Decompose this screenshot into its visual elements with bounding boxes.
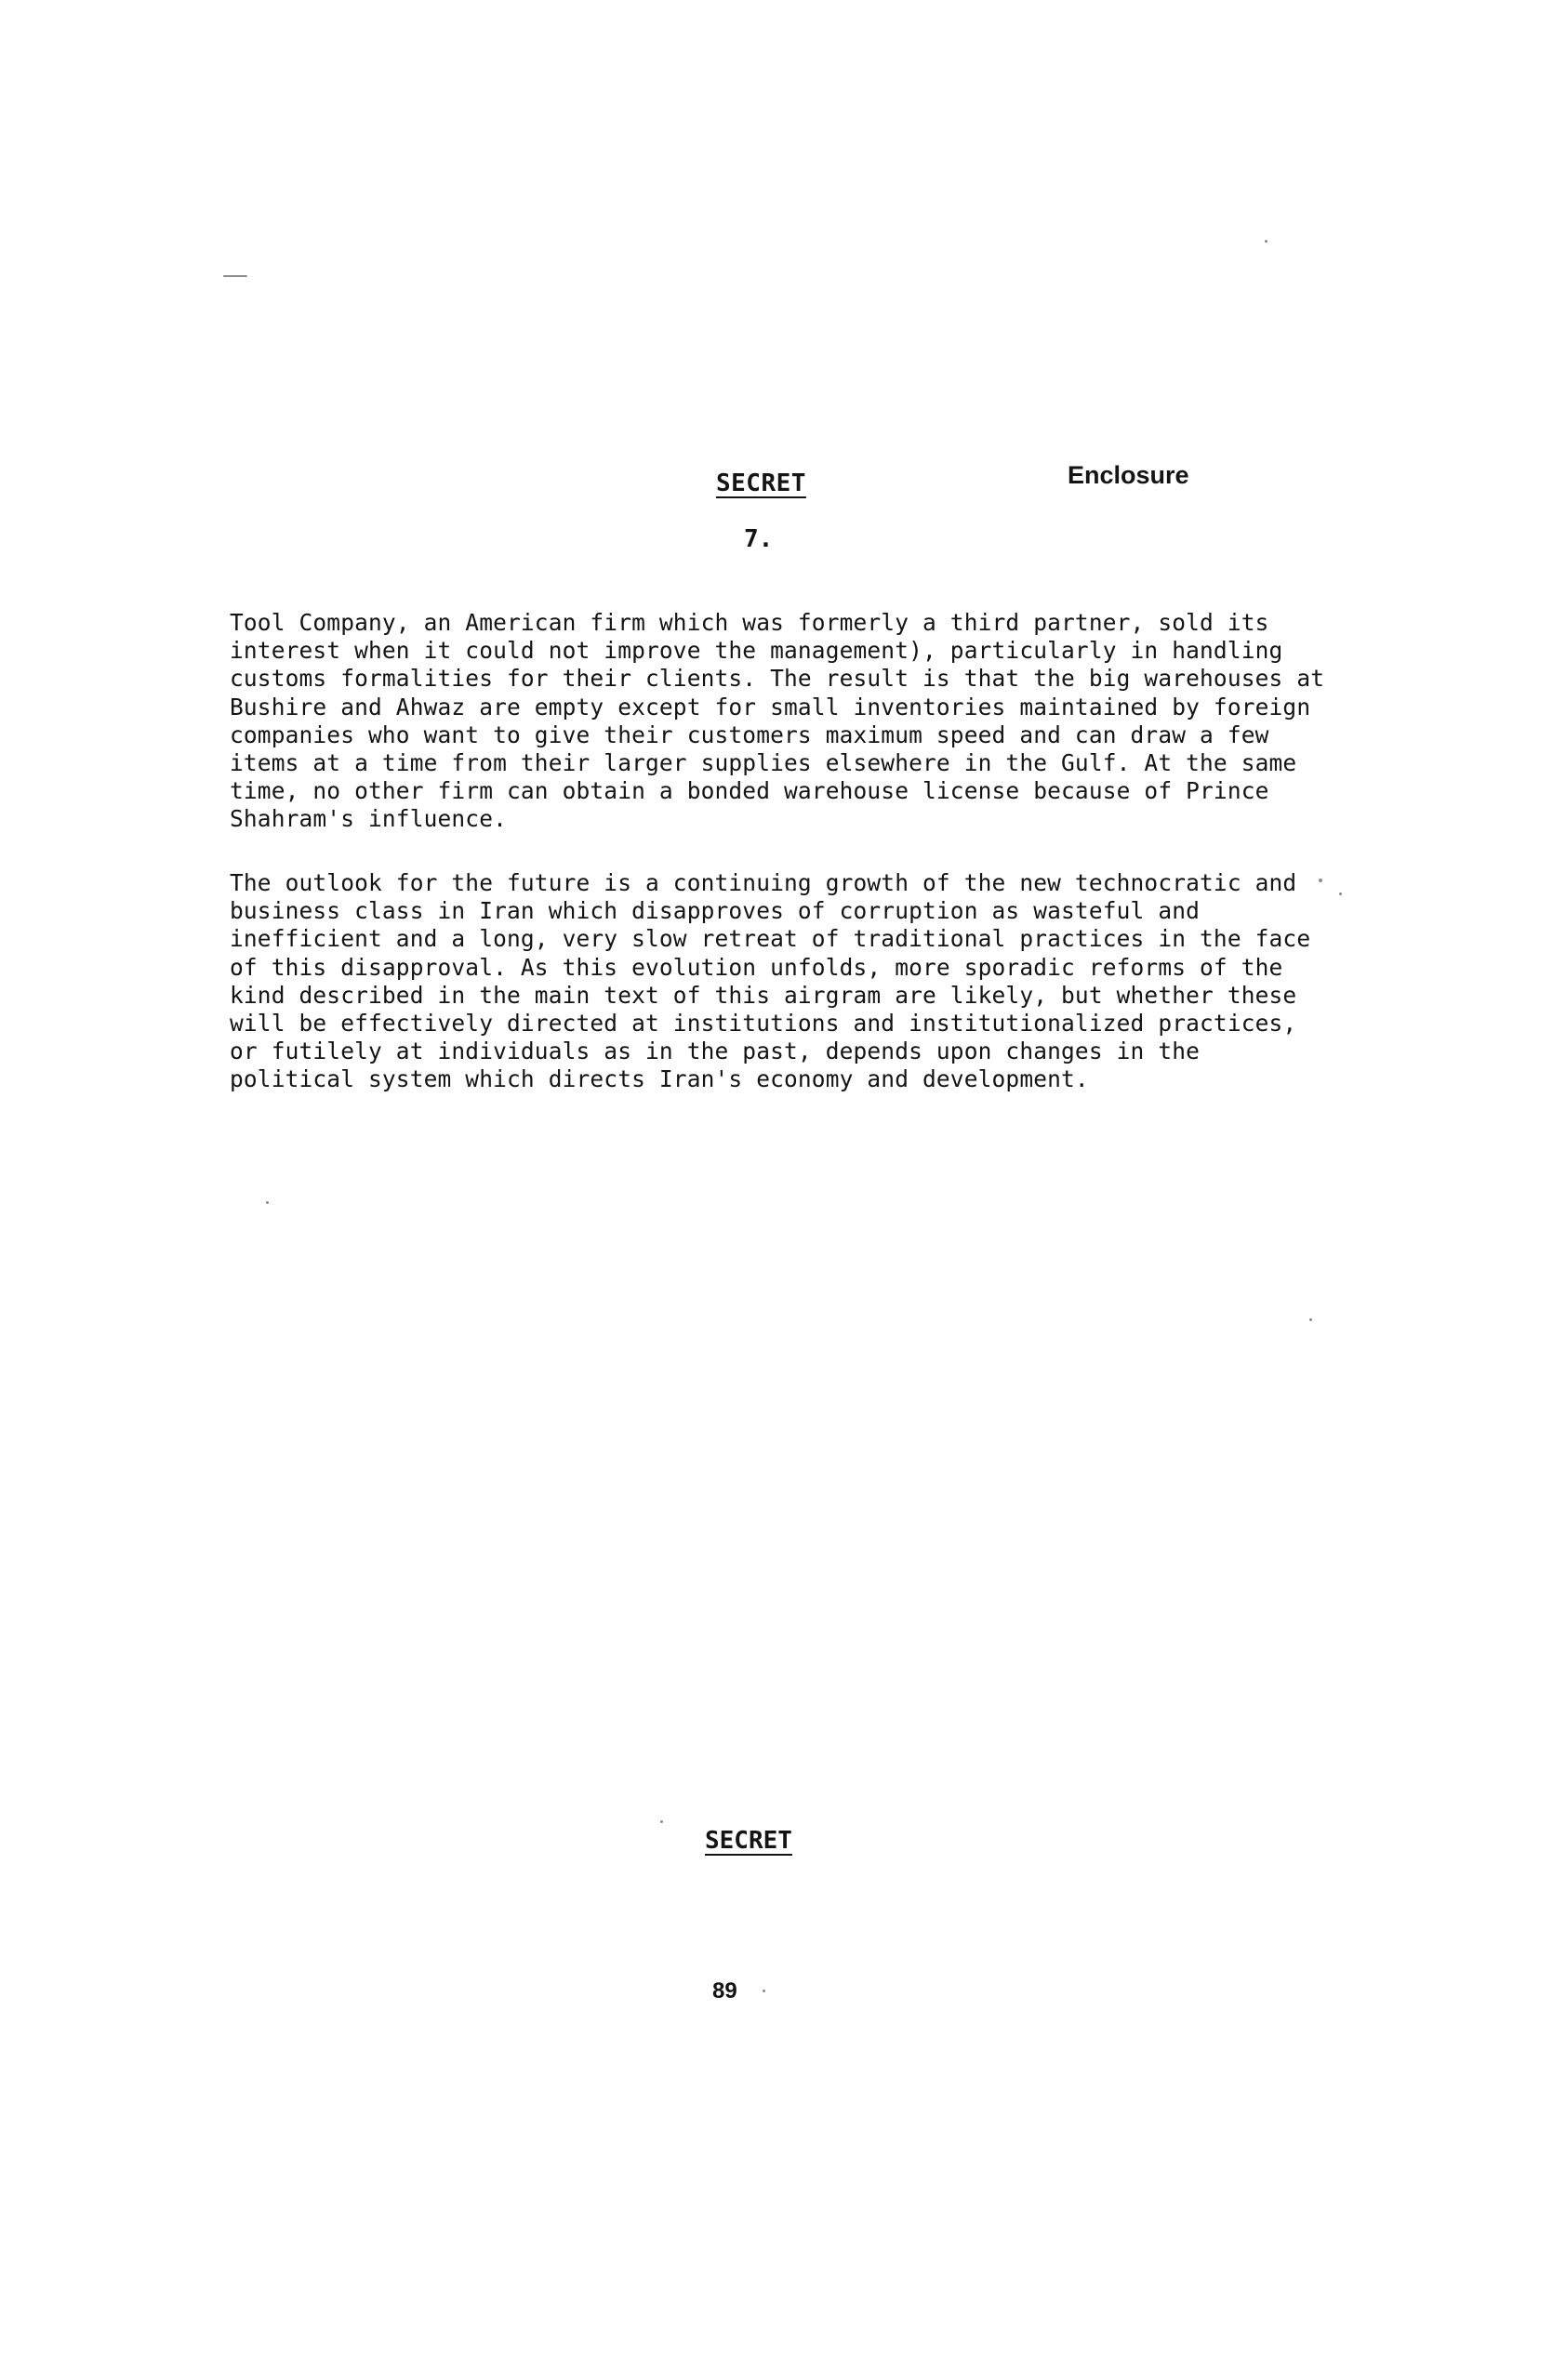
page-number: 89 — [712, 1978, 737, 2003]
scan-speck — [223, 275, 247, 277]
enclosure-label: Enclosure — [1068, 461, 1189, 489]
body-paragraph-1: Tool Company, an American firm which was formerly a third partner, sold its interest when it could not improve the management), particularly in handling customs formalities for their clients. The result is that the big warehouses at Bushire and Ahwaz are empty except for small inventories maintained by foreign companies who want to give their customers maximum speed and can draw a few items at a time from their larger supplies elsewhere in the Gulf. At the same time, no other firm can obtain a bonded warehouse license because of Prince Shahram's influence. — [230, 609, 1325, 833]
scan-speck — [1265, 240, 1267, 243]
scan-speck — [1309, 1318, 1312, 1321]
scan-speck — [266, 1201, 269, 1204]
scan-speck — [1339, 892, 1342, 895]
body-paragraph-2: The outlook for the future is a continuing growth of the new technocratic and business class in Iran which disapproves of corruption as wasteful and inefficient and a long, very slow retreat of traditional practices in the face of this disapproval. As this evolution unfolds, more sporadic reforms of the kind described in the main text of this airgram are likely, but whether these will be effectively directed at institutions and institutionalized practices, or futilely at individuals as in the past, depends upon changes in the political system which directs Iran's economy and development. — [230, 869, 1311, 1093]
scan-speck — [660, 1820, 663, 1823]
scan-speck — [763, 1990, 765, 1992]
classification-marking-bottom: SECRET — [705, 1827, 792, 1855]
classification-marking-top: SECRET — [716, 469, 806, 497]
section-number: 7. — [744, 525, 774, 553]
scan-speck — [1319, 879, 1322, 882]
